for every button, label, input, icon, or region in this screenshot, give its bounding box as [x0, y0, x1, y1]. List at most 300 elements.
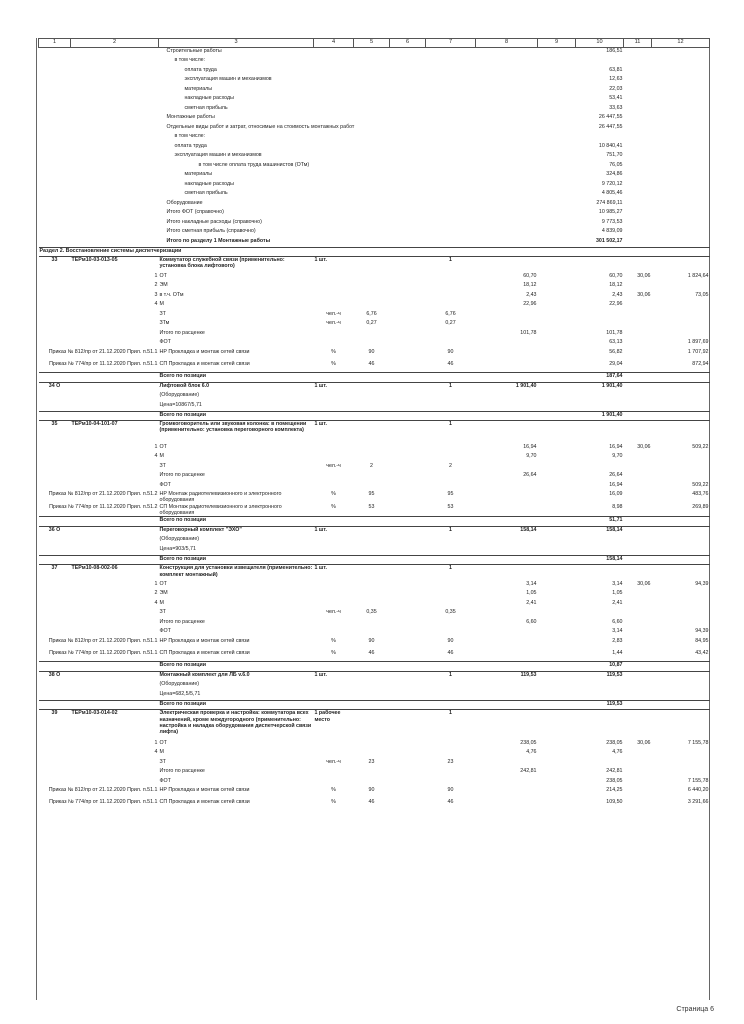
cell-5: [354, 691, 390, 701]
table-row: [39, 628, 710, 638]
table-row: [39, 411, 710, 421]
position-unit: 1 рабочее место: [314, 710, 354, 740]
cell-8: 22,96: [523, 301, 537, 307]
cell-5: [354, 373, 390, 383]
cell-5: 90: [368, 637, 375, 644]
cell-code: [71, 691, 159, 701]
cell-1: [39, 152, 71, 162]
cell-code: [71, 152, 159, 162]
cell-11: [624, 95, 652, 105]
cell-5: [354, 681, 390, 691]
cell-7: 90: [447, 787, 454, 794]
cell-1: [39, 700, 71, 710]
cell-7: [426, 171, 476, 181]
cell-11: [624, 759, 652, 769]
cell-9: [538, 749, 576, 759]
cell-6: [390, 292, 426, 302]
cell-5: 90: [368, 348, 375, 355]
position-name: Монтажный комплект для ЛБ v.6.0: [159, 671, 314, 681]
cell-text: Цена=903/5,71: [159, 545, 196, 552]
cell-5: 0,27: [366, 320, 377, 326]
cell-11: [624, 219, 652, 229]
cell-text: в том числе:: [174, 57, 206, 63]
cell-1: [39, 759, 71, 769]
cell-12: [652, 301, 710, 311]
cell-8: 2,41: [526, 599, 537, 606]
table-row: [39, 114, 710, 124]
cell-5: [354, 273, 390, 283]
cell-8: [476, 219, 538, 229]
cell-code: [71, 330, 159, 340]
cell-12: [652, 536, 710, 546]
cell-5: [354, 565, 390, 581]
cell-12: [652, 114, 710, 124]
table-row: [39, 48, 710, 58]
cell-10: 751,70: [606, 152, 623, 158]
cell-5: [354, 700, 390, 710]
position-code: [71, 671, 159, 681]
cell-10: 29,04: [609, 360, 623, 367]
cell-unit: %: [331, 799, 336, 806]
cell-text: Итого по расценке: [159, 618, 205, 625]
cell-9: [538, 373, 576, 383]
cell-unit: [314, 209, 354, 219]
cell-6: [390, 421, 426, 444]
cell-9: [538, 292, 576, 302]
cell-12: [652, 671, 710, 681]
position-row: [39, 421, 710, 444]
cell-6: [390, 76, 426, 86]
cell-9: [538, 200, 576, 210]
position-row: [39, 710, 710, 740]
cell-6: [390, 463, 426, 473]
cell-1: [39, 581, 71, 591]
cell-unit: чел.-ч: [326, 609, 341, 616]
cell-5: [354, 124, 390, 134]
cell-9: [538, 536, 576, 546]
cell-1: [39, 628, 71, 638]
cell-code: [71, 411, 159, 421]
cell-11: [624, 200, 652, 210]
cell-10: 9 720,12: [601, 180, 623, 187]
cell-11: [624, 555, 652, 565]
cell-6: [390, 491, 426, 504]
cell-unit: [314, 581, 354, 591]
cell-7: [426, 444, 476, 454]
cell-11: [624, 320, 652, 330]
cell-code: [71, 759, 159, 769]
table-row: [39, 650, 710, 662]
cell-6: [390, 320, 426, 330]
cell-12: 1 897,69: [687, 339, 709, 345]
cell-6: [390, 339, 426, 349]
cell-code: [71, 76, 159, 86]
table-row: [39, 778, 710, 788]
cell-1: [39, 681, 71, 691]
cell-unit: [314, 301, 354, 311]
cell-7: 1: [426, 382, 476, 392]
cell-10: 1 901,40: [576, 382, 624, 392]
cell-10: 324,86: [606, 171, 623, 177]
cell-12: 483,76: [692, 491, 709, 497]
cell-text: (Оборудование): [159, 536, 200, 543]
cell-code: [71, 546, 159, 556]
position-number: 33: [39, 257, 71, 273]
cell-12: 84,95: [695, 637, 709, 644]
cell-7: [426, 472, 476, 482]
cell-5: 90: [368, 787, 375, 794]
order-reference: Приказ № 774/пр от 11.12.2020 Прил. п.51.2: [49, 503, 158, 510]
cell-11: [624, 463, 652, 473]
position-row: [39, 671, 710, 681]
cell-unit: чел.-ч: [326, 320, 341, 326]
cell-8: 4,76: [526, 749, 537, 756]
cell-12: 73,05: [695, 291, 709, 298]
cell-1: [39, 517, 71, 527]
cell-7: [426, 778, 476, 788]
cell-5: 53: [368, 503, 375, 510]
cell-5: [354, 749, 390, 759]
cell-code: [71, 181, 159, 191]
estimate-table: [38, 38, 710, 811]
cell-5: [354, 330, 390, 340]
cell-7: 46: [447, 360, 454, 367]
cell-1: [39, 209, 71, 219]
cell-12: 269,89: [692, 503, 709, 510]
cost-description: НР Прокладка и монтаж сетей связи: [159, 637, 250, 644]
table-row: [39, 555, 710, 565]
cell-1: [39, 67, 71, 77]
cell-10: 60,70: [609, 272, 623, 279]
cell-10: 10,87: [576, 662, 624, 672]
cell-11: [624, 382, 652, 392]
cell-9: [538, 681, 576, 691]
cell-5: [354, 162, 390, 172]
cell-text: М: [159, 599, 164, 606]
cell-7: 46: [447, 649, 454, 656]
cell-8: [476, 491, 538, 504]
cell-6: [390, 628, 426, 638]
cell-5: [354, 219, 390, 229]
cell-8: [476, 190, 538, 200]
order-reference: Приказ № 774/пр от 11.12.2020 Прил. п.51.1: [49, 360, 158, 367]
cell-text: в том числе:: [174, 133, 206, 139]
cell-9: [538, 638, 576, 650]
cell-9: [538, 124, 576, 134]
cell-8: 119,53: [476, 671, 538, 681]
cell-unit: [314, 133, 354, 143]
cell-10: 1 901,40: [576, 411, 624, 421]
cell-7: 95: [447, 491, 454, 497]
col-header-8: 8: [476, 39, 538, 48]
cell-text: Итого по расценке: [159, 768, 205, 775]
table-row: [39, 238, 710, 248]
cell-9: [538, 219, 576, 229]
table-row: [39, 292, 710, 302]
cell-5: [354, 628, 390, 638]
cell-unit: [314, 190, 354, 200]
cell-10: 26,64: [609, 472, 623, 478]
table-row: [39, 320, 710, 330]
cell-12: [652, 710, 710, 740]
table-row: [39, 133, 710, 143]
cell-11: 30,06: [637, 272, 651, 279]
col-header-4: 4: [314, 39, 354, 48]
cell-code: [71, 536, 159, 546]
cell-6: [390, 787, 426, 799]
cell-8: [476, 555, 538, 565]
cell-11: [624, 482, 652, 492]
col-header-9: 9: [538, 39, 576, 48]
cell-7: [426, 200, 476, 210]
cell-1: [39, 114, 71, 124]
cell-7: 1: [426, 671, 476, 681]
cell-6: [390, 114, 426, 124]
cell-text: Оборудование: [166, 199, 203, 206]
cell-9: [538, 778, 576, 788]
cell-5: [354, 600, 390, 610]
cell-11: [624, 749, 652, 759]
cell-5: [354, 95, 390, 105]
cell-10: 10 985,27: [598, 209, 623, 215]
cell-text: Итого по расценке: [159, 329, 205, 336]
cell-6: [390, 257, 426, 273]
table-row: [39, 619, 710, 629]
cost-description: СП Прокладка и монтаж сетей связи: [159, 799, 250, 806]
cell-8: [476, 209, 538, 219]
cell-8: [476, 257, 538, 273]
cell-1: [39, 57, 71, 67]
cell-unit: %: [331, 637, 336, 644]
cell-unit: [314, 48, 354, 58]
cell-7: 0,35: [445, 609, 456, 616]
cell-5: [354, 392, 390, 402]
cell-6: [390, 190, 426, 200]
col-header-3: 3: [159, 39, 314, 48]
cell-9: [538, 463, 576, 473]
left-border-line: [36, 38, 37, 1000]
cell-5: [354, 292, 390, 302]
cell-11: [624, 491, 652, 504]
cell-12: [652, 124, 710, 134]
cell-11: [624, 282, 652, 292]
cell-10: [576, 311, 624, 321]
cell-9: [538, 361, 576, 373]
cell-unit: [314, 482, 354, 492]
cell-unit: [314, 444, 354, 454]
cell-6: [390, 691, 426, 701]
cell-5: [354, 143, 390, 153]
cell-7: [426, 700, 476, 710]
cell-11: [624, 209, 652, 219]
cell-7: [426, 57, 476, 67]
cell-11: [624, 143, 652, 153]
cell-7: 46: [447, 799, 454, 806]
cell-1: [39, 162, 71, 172]
cell-12: [652, 257, 710, 273]
table-row: [39, 402, 710, 412]
cell-10: 16,94: [609, 443, 623, 450]
cell-1: [39, 482, 71, 492]
cell-text: Цена=682,5/5,71: [159, 690, 201, 697]
cell-text: Строительные работы: [166, 48, 222, 54]
cell-10: 6,60: [612, 618, 623, 625]
cell-10: [576, 691, 624, 701]
cell-11: [624, 799, 652, 811]
cell-8: [476, 799, 538, 811]
table-row: [39, 491, 710, 504]
cell-code: [71, 700, 159, 710]
cell-11: [624, 349, 652, 361]
cell-7: [426, 628, 476, 638]
cell-8: [476, 48, 538, 58]
cell-text: материалы: [184, 85, 213, 92]
cell-12: [652, 181, 710, 191]
cell-10: 63,13: [609, 339, 623, 345]
cell-code: [71, 67, 159, 77]
cell-10: 12,63: [609, 76, 623, 82]
cell-9: [538, 517, 576, 527]
cell-unit: [314, 411, 354, 421]
table-row: [39, 67, 710, 77]
cell-6: [390, 48, 426, 58]
cell-10: 158,14: [576, 526, 624, 536]
cell-text: ФОТ: [159, 777, 171, 784]
cell-9: [538, 181, 576, 191]
table-row: [39, 86, 710, 96]
table-row: [39, 301, 710, 311]
position-code: [71, 526, 159, 536]
cell-9: [538, 504, 576, 517]
cell-8: [476, 463, 538, 473]
position-name: Конструкция для установки извещателя (применительно: комплект монтажный): [159, 565, 314, 581]
cell-11: [624, 228, 652, 238]
cell-11: [624, 710, 652, 740]
cell-11: [624, 86, 652, 96]
cell-9: [538, 628, 576, 638]
table-row: [39, 600, 710, 610]
cell-7: 1: [426, 710, 476, 740]
cell-7: [426, 282, 476, 292]
cell-code: [71, 133, 159, 143]
cell-9: [538, 190, 576, 200]
position-unit: 1 шт.: [314, 421, 354, 444]
cell-9: [538, 209, 576, 219]
cell-12: [652, 320, 710, 330]
cell-6: [390, 799, 426, 811]
cell-1: [39, 86, 71, 96]
cell-8: 242,81: [520, 768, 537, 775]
cell-unit: [314, 402, 354, 412]
cell-9: [538, 590, 576, 600]
position-number: 36 О: [39, 526, 71, 536]
cell-text: ОТ: [159, 739, 167, 746]
cell-text: ЗТ: [159, 462, 166, 469]
cell-7: [426, 162, 476, 172]
cell-text: ЗТм: [159, 320, 170, 326]
cell-5: [354, 171, 390, 181]
position-name: Громкоговоритель или звуковая колонка: в помещении (применительно: установка переговорного комплекта): [159, 421, 314, 444]
cell-10: 4 805,46: [601, 190, 623, 196]
cell-unit: [314, 57, 354, 67]
cell-10: 10 840,41: [598, 142, 623, 149]
cell-text: ЗТ: [159, 310, 166, 317]
cell-10: [576, 546, 624, 556]
cell-12: [652, 681, 710, 691]
cell-unit: [314, 238, 354, 248]
table-row: [39, 273, 710, 283]
cell-8: [476, 565, 538, 581]
cell-text: оплата труда: [174, 142, 207, 149]
cell-12: [652, 67, 710, 77]
cell-code: [71, 768, 159, 778]
cell-8: 26,64: [523, 472, 537, 478]
cell-11: [624, 392, 652, 402]
cell-8: [476, 95, 538, 105]
cell-5: [354, 133, 390, 143]
cell-7: [426, 95, 476, 105]
position-number: 37: [39, 565, 71, 581]
cell-1: [39, 171, 71, 181]
cell-6: [390, 411, 426, 421]
cell-6: [390, 311, 426, 321]
cell-unit: %: [331, 348, 336, 355]
cell-8: [476, 421, 538, 444]
table-row: [39, 181, 710, 191]
cell-1: [39, 392, 71, 402]
cell-code: [71, 190, 159, 200]
cell-text: в т.ч. ОТм: [159, 291, 184, 298]
cell-12: [652, 463, 710, 473]
position-number: 35: [39, 421, 71, 444]
cell-1: [39, 190, 71, 200]
cell-7: [426, 330, 476, 340]
cell-8: [476, 609, 538, 619]
cell-10: 22,03: [609, 85, 623, 92]
position-unit: 1 шт.: [314, 257, 354, 273]
cell-9: [538, 581, 576, 591]
cell-6: [390, 162, 426, 172]
cell-5: 46: [368, 799, 375, 806]
cell-unit: [314, 330, 354, 340]
cell-8: [476, 504, 538, 517]
cell-unit: [314, 590, 354, 600]
cell-text: ЭМ: [159, 282, 168, 288]
cell-8: 6,60: [526, 618, 537, 625]
cell-unit: [314, 162, 354, 172]
cell-10: [576, 320, 624, 330]
cell-11: [624, 628, 652, 638]
position-code: ТЕРм10-08-002-06: [71, 565, 159, 581]
cell-12: [652, 382, 710, 392]
table-row: [39, 581, 710, 591]
cell-9: [538, 95, 576, 105]
cell-code: [71, 517, 159, 527]
cell-code: 4: [154, 599, 158, 606]
cell-7: [426, 402, 476, 412]
cell-6: [390, 590, 426, 600]
cell-code: [71, 609, 159, 619]
cell-unit: [314, 749, 354, 759]
table-row: [39, 517, 710, 527]
cell-text: ФОТ: [159, 628, 171, 635]
cost-description: СП Прокладка и монтаж сетей связи: [159, 360, 250, 367]
cell-12: 509,22: [692, 481, 709, 488]
cell-12: [652, 590, 710, 600]
cell-11: [624, 638, 652, 650]
cell-7: [426, 292, 476, 302]
cell-8: [476, 228, 538, 238]
